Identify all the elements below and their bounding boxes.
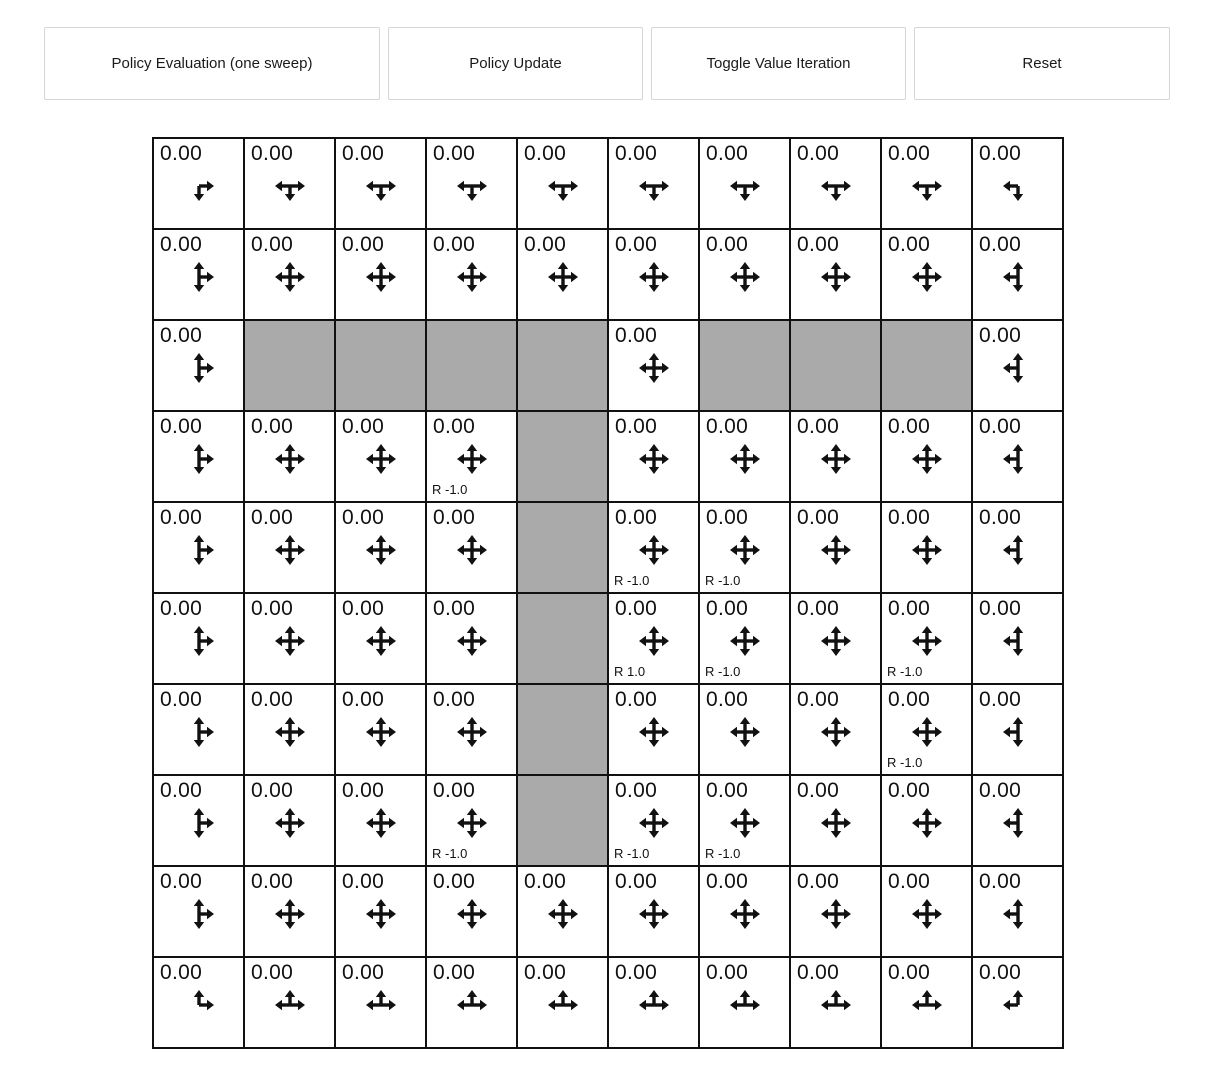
policy-arrows-icon: [727, 805, 763, 841]
grid-cell[interactable]: [153, 684, 244, 775]
cell-value: 0.00: [342, 688, 385, 711]
policy-arrows-icon: [454, 805, 490, 841]
cell-value: 0.00: [433, 870, 476, 893]
grid-cell[interactable]: [790, 593, 881, 684]
cell-value: 0.00: [251, 233, 294, 256]
policy-arrows-icon: [636, 623, 672, 659]
grid-cell[interactable]: [699, 138, 790, 229]
policy-arrows-icon: [181, 168, 217, 204]
policy-arrows-icon: [545, 896, 581, 932]
cell-value: 0.00: [160, 779, 203, 802]
policy-arrows-icon: [1000, 987, 1036, 1023]
policy-arrows-icon: [181, 259, 217, 295]
policy-arrows-icon: [181, 896, 217, 932]
cell-value: 0.00: [251, 506, 294, 529]
policy-arrows-icon: [272, 441, 308, 477]
grid-cell[interactable]: [608, 957, 699, 1048]
policy-arrows-icon: [727, 896, 763, 932]
grid-cell[interactable]: [335, 866, 426, 957]
cell-value: 0.00: [615, 688, 658, 711]
cell-value: 0.00: [888, 142, 931, 165]
grid-cell[interactable]: [881, 957, 972, 1048]
cell-value: 0.00: [342, 233, 385, 256]
grid-cell[interactable]: [608, 229, 699, 320]
cell-value: 0.00: [706, 415, 749, 438]
policy-arrows-icon: [272, 623, 308, 659]
cell-value: 0.00: [797, 142, 840, 165]
grid-cell[interactable]: [972, 593, 1063, 684]
cell-value: 0.00: [706, 233, 749, 256]
grid-cell[interactable]: [608, 502, 699, 593]
cell-value: 0.00: [797, 779, 840, 802]
policy-arrows-icon: [363, 259, 399, 295]
cell-value: 0.00: [706, 779, 749, 802]
policy-arrows-icon: [818, 896, 854, 932]
grid-cell[interactable]: [426, 593, 517, 684]
policy-arrows-icon: [363, 896, 399, 932]
policy-arrows-icon: [909, 441, 945, 477]
cell-value: 0.00: [342, 597, 385, 620]
policy-arrows-icon: [1000, 168, 1036, 204]
cell-value: 0.00: [342, 779, 385, 802]
grid-cell[interactable]: [972, 138, 1063, 229]
grid-cell[interactable]: [972, 411, 1063, 502]
cell-value: 0.00: [342, 506, 385, 529]
grid-cell[interactable]: [153, 138, 244, 229]
grid-cell[interactable]: [153, 957, 244, 1048]
cell-value: 0.00: [433, 142, 476, 165]
grid-cell[interactable]: [244, 138, 335, 229]
policy-arrows-icon: [636, 350, 672, 386]
cell-value: 0.00: [797, 506, 840, 529]
cell-reward: R -1.0: [705, 664, 741, 679]
wall-cell[interactable]: [517, 684, 608, 775]
grid-cell[interactable]: [881, 411, 972, 502]
cell-value: 0.00: [160, 233, 203, 256]
grid-cell[interactable]: [335, 502, 426, 593]
grid-cell[interactable]: [881, 138, 972, 229]
policy-arrows-icon: [1000, 896, 1036, 932]
cell-value: 0.00: [797, 597, 840, 620]
policy-arrows-icon: [454, 987, 490, 1023]
policy-arrows-icon: [181, 987, 217, 1023]
cell-value: 0.00: [251, 779, 294, 802]
wall-cell[interactable]: [699, 320, 790, 411]
cell-value: 0.00: [251, 597, 294, 620]
policy-arrows-icon: [727, 714, 763, 750]
grid-cell[interactable]: [699, 957, 790, 1048]
grid-cell[interactable]: [972, 957, 1063, 1048]
cell-value: 0.00: [160, 597, 203, 620]
cell-reward: R -1.0: [432, 846, 468, 861]
policy-arrows-icon: [818, 168, 854, 204]
grid-cell[interactable]: [790, 775, 881, 866]
grid-cell[interactable]: [426, 957, 517, 1048]
grid-cell[interactable]: [790, 684, 881, 775]
cell-value: 0.00: [797, 870, 840, 893]
wall-cell[interactable]: [335, 320, 426, 411]
grid-cell[interactable]: [608, 866, 699, 957]
cell-value: 0.00: [888, 415, 931, 438]
grid-cell[interactable]: [972, 320, 1063, 411]
policy-arrows-icon: [636, 805, 672, 841]
cell-value: 0.00: [888, 870, 931, 893]
policy-arrows-icon: [454, 896, 490, 932]
cell-reward: R -1.0: [705, 573, 741, 588]
policy-arrows-icon: [727, 441, 763, 477]
policy-arrows-icon: [727, 532, 763, 568]
grid-cell[interactable]: [153, 866, 244, 957]
policy-arrows-icon: [1000, 805, 1036, 841]
policy-arrows-icon: [909, 259, 945, 295]
grid-cell[interactable]: [244, 411, 335, 502]
policy-arrows-icon: [818, 714, 854, 750]
policy-arrows-icon: [272, 805, 308, 841]
cell-value: 0.00: [979, 415, 1022, 438]
policy-arrows-icon: [454, 532, 490, 568]
wall-cell[interactable]: [790, 320, 881, 411]
policy-arrows-icon: [545, 987, 581, 1023]
cell-value: 0.00: [524, 142, 567, 165]
policy-arrows-icon: [1000, 714, 1036, 750]
grid-cell[interactable]: [790, 229, 881, 320]
policy-arrows-icon: [636, 896, 672, 932]
policy-arrows-icon: [363, 714, 399, 750]
grid-cell[interactable]: [244, 684, 335, 775]
grid-cell[interactable]: [335, 411, 426, 502]
grid-cell[interactable]: [153, 775, 244, 866]
cell-value: 0.00: [888, 597, 931, 620]
grid-cell[interactable]: [335, 775, 426, 866]
grid-cell[interactable]: [426, 866, 517, 957]
grid-cell[interactable]: [244, 866, 335, 957]
wall-cell[interactable]: [881, 320, 972, 411]
policy-arrows-icon: [272, 714, 308, 750]
cell-value: 0.00: [615, 597, 658, 620]
policy-arrows-icon: [727, 168, 763, 204]
cell-value: 0.00: [615, 324, 658, 347]
policy-arrows-icon: [181, 441, 217, 477]
policy-arrows-icon: [909, 532, 945, 568]
policy-arrows-icon: [272, 168, 308, 204]
cell-value: 0.00: [615, 961, 658, 984]
grid-cell[interactable]: [608, 320, 699, 411]
wall-cell[interactable]: [517, 775, 608, 866]
grid-cell[interactable]: [244, 229, 335, 320]
cell-value: 0.00: [706, 506, 749, 529]
policy-arrows-icon: [636, 532, 672, 568]
wall-cell[interactable]: [517, 320, 608, 411]
grid-cell[interactable]: [699, 775, 790, 866]
cell-value: 0.00: [706, 142, 749, 165]
grid-cell[interactable]: [244, 775, 335, 866]
toolbar: [44, 27, 1170, 100]
cell-value: 0.00: [433, 688, 476, 711]
cell-value: 0.00: [160, 961, 203, 984]
grid-cell[interactable]: [608, 775, 699, 866]
grid-cell[interactable]: [972, 684, 1063, 775]
grid-cell[interactable]: [517, 229, 608, 320]
grid-cell[interactable]: [881, 593, 972, 684]
policy-arrows-icon: [272, 259, 308, 295]
grid-cell[interactable]: [244, 957, 335, 1048]
grid-cell[interactable]: [972, 502, 1063, 593]
policy-arrows-icon: [363, 623, 399, 659]
policy-arrows-icon: [363, 441, 399, 477]
cell-value: 0.00: [251, 142, 294, 165]
grid-cell[interactable]: [335, 229, 426, 320]
wall-cell[interactable]: [517, 502, 608, 593]
policy-arrows-icon: [909, 714, 945, 750]
cell-value: 0.00: [615, 142, 658, 165]
policy-arrows-icon: [454, 441, 490, 477]
policy-update-button[interactable]: Policy Update: [388, 27, 643, 100]
policy-arrows-icon: [909, 168, 945, 204]
grid-cell[interactable]: [972, 775, 1063, 866]
cell-value: 0.00: [979, 779, 1022, 802]
cell-value: 0.00: [342, 142, 385, 165]
policy-arrows-icon: [818, 805, 854, 841]
cell-reward: R 1.0: [614, 664, 646, 679]
grid-cell[interactable]: [608, 411, 699, 502]
grid-cell[interactable]: [335, 138, 426, 229]
cell-value: 0.00: [160, 688, 203, 711]
cell-value: 0.00: [615, 870, 658, 893]
cell-value: 0.00: [797, 688, 840, 711]
grid-cell[interactable]: [881, 684, 972, 775]
policy-arrows-icon: [1000, 623, 1036, 659]
cell-reward: R -1.0: [705, 846, 741, 861]
grid-cell[interactable]: [153, 320, 244, 411]
policy-arrows-icon: [636, 441, 672, 477]
cell-value: 0.00: [888, 688, 931, 711]
grid-cell[interactable]: [426, 684, 517, 775]
cell-value: 0.00: [797, 961, 840, 984]
grid-cell[interactable]: [153, 593, 244, 684]
policy-arrows-icon: [545, 168, 581, 204]
cell-reward: R -1.0: [887, 755, 923, 770]
policy-arrows-icon: [454, 168, 490, 204]
cell-value: 0.00: [342, 415, 385, 438]
policy-arrows-icon: [909, 896, 945, 932]
cell-value: 0.00: [615, 233, 658, 256]
grid-cell[interactable]: [699, 684, 790, 775]
cell-reward: R -1.0: [614, 573, 650, 588]
policy-arrows-icon: [363, 168, 399, 204]
policy-evaluation-button[interactable]: Policy Evaluation (one sweep): [44, 27, 380, 100]
policy-arrows-icon: [454, 259, 490, 295]
policy-arrows-icon: [818, 441, 854, 477]
policy-arrows-icon: [181, 532, 217, 568]
cell-value: 0.00: [524, 870, 567, 893]
policy-arrows-icon: [909, 987, 945, 1023]
grid-cell[interactable]: [426, 138, 517, 229]
grid-cell[interactable]: [153, 411, 244, 502]
grid-cell[interactable]: [972, 866, 1063, 957]
grid-cell[interactable]: [790, 957, 881, 1048]
grid-cell[interactable]: [426, 502, 517, 593]
cell-value: 0.00: [979, 506, 1022, 529]
grid-cell[interactable]: [426, 411, 517, 502]
cell-value: 0.00: [615, 506, 658, 529]
cell-value: 0.00: [160, 415, 203, 438]
cell-value: 0.00: [797, 415, 840, 438]
grid-cell[interactable]: [426, 229, 517, 320]
policy-arrows-icon: [545, 259, 581, 295]
cell-value: 0.00: [888, 961, 931, 984]
cell-value: 0.00: [433, 506, 476, 529]
grid-cell[interactable]: [244, 593, 335, 684]
grid-cell[interactable]: [881, 775, 972, 866]
policy-arrows-icon: [272, 532, 308, 568]
policy-arrows-icon: [181, 623, 217, 659]
cell-value: 0.00: [979, 961, 1022, 984]
policy-arrows-icon: [727, 623, 763, 659]
cell-value: 0.00: [706, 688, 749, 711]
cell-value: 0.00: [160, 870, 203, 893]
toggle-value-iteration-button[interactable]: Toggle Value Iteration: [651, 27, 906, 100]
policy-arrows-icon: [1000, 441, 1036, 477]
reset-button[interactable]: Reset: [914, 27, 1170, 100]
policy-arrows-icon: [818, 532, 854, 568]
policy-arrows-icon: [363, 805, 399, 841]
cell-value: 0.00: [979, 688, 1022, 711]
cell-value: 0.00: [979, 324, 1022, 347]
policy-arrows-icon: [1000, 259, 1036, 295]
grid-cell[interactable]: [881, 502, 972, 593]
cell-value: 0.00: [433, 961, 476, 984]
grid-cell[interactable]: [517, 866, 608, 957]
cell-value: 0.00: [433, 597, 476, 620]
cell-value: 0.00: [342, 961, 385, 984]
cell-reward: R -1.0: [614, 846, 650, 861]
grid-cell[interactable]: [881, 866, 972, 957]
policy-arrows-icon: [454, 623, 490, 659]
wall-cell[interactable]: [426, 320, 517, 411]
cell-value: 0.00: [251, 415, 294, 438]
grid-cell[interactable]: [153, 229, 244, 320]
policy-arrows-icon: [1000, 350, 1036, 386]
cell-value: 0.00: [433, 233, 476, 256]
cell-reward: R -1.0: [432, 482, 468, 497]
cell-value: 0.00: [706, 870, 749, 893]
grid-cell[interactable]: [699, 866, 790, 957]
grid-cell[interactable]: [335, 957, 426, 1048]
cell-value: 0.00: [160, 506, 203, 529]
policy-arrows-icon: [181, 350, 217, 386]
cell-value: 0.00: [342, 870, 385, 893]
grid-cell[interactable]: [244, 502, 335, 593]
cell-value: 0.00: [979, 233, 1022, 256]
grid-cell[interactable]: [699, 502, 790, 593]
wall-cell[interactable]: [244, 320, 335, 411]
cell-value: 0.00: [433, 779, 476, 802]
policy-arrows-icon: [636, 714, 672, 750]
policy-arrows-icon: [909, 805, 945, 841]
policy-arrows-icon: [181, 714, 217, 750]
cell-value: 0.00: [979, 597, 1022, 620]
cell-value: 0.00: [797, 233, 840, 256]
grid-cell[interactable]: [790, 502, 881, 593]
cell-value: 0.00: [251, 870, 294, 893]
cell-value: 0.00: [524, 961, 567, 984]
policy-arrows-icon: [181, 805, 217, 841]
grid-cell[interactable]: [790, 866, 881, 957]
cell-value: 0.00: [160, 142, 203, 165]
grid-cell[interactable]: [608, 593, 699, 684]
policy-arrows-icon: [272, 896, 308, 932]
cell-value: 0.00: [979, 870, 1022, 893]
cell-value: 0.00: [615, 779, 658, 802]
grid-cell[interactable]: [608, 138, 699, 229]
grid-cell[interactable]: [517, 957, 608, 1048]
grid-cell[interactable]: [153, 502, 244, 593]
grid-cell[interactable]: [881, 229, 972, 320]
cell-reward: R -1.0: [887, 664, 923, 679]
cell-value: 0.00: [251, 961, 294, 984]
cell-value: 0.00: [251, 688, 294, 711]
cell-value: 0.00: [888, 506, 931, 529]
wall-cell[interactable]: [517, 411, 608, 502]
grid-cell[interactable]: [608, 684, 699, 775]
grid-cell[interactable]: [517, 138, 608, 229]
policy-arrows-icon: [818, 623, 854, 659]
grid-cell[interactable]: [699, 229, 790, 320]
policy-arrows-icon: [363, 532, 399, 568]
policy-arrows-icon: [818, 259, 854, 295]
policy-arrows-icon: [727, 259, 763, 295]
cell-value: 0.00: [433, 415, 476, 438]
cell-value: 0.00: [979, 142, 1022, 165]
policy-arrows-icon: [636, 259, 672, 295]
policy-arrows-icon: [1000, 532, 1036, 568]
grid-cell[interactable]: [335, 593, 426, 684]
grid-cell[interactable]: [972, 229, 1063, 320]
cell-value: 0.00: [160, 324, 203, 347]
grid-cell[interactable]: [335, 684, 426, 775]
policy-arrows-icon: [636, 168, 672, 204]
gridworld: [152, 137, 1064, 1049]
cell-value: 0.00: [615, 415, 658, 438]
wall-cell[interactable]: [517, 593, 608, 684]
policy-arrows-icon: [363, 987, 399, 1023]
cell-value: 0.00: [706, 597, 749, 620]
grid-cell[interactable]: [790, 138, 881, 229]
cell-value: 0.00: [524, 233, 567, 256]
cell-value: 0.00: [888, 233, 931, 256]
policy-arrows-icon: [818, 987, 854, 1023]
policy-arrows-icon: [909, 623, 945, 659]
grid-cell[interactable]: [790, 411, 881, 502]
cell-value: 0.00: [888, 779, 931, 802]
grid-cell[interactable]: [699, 411, 790, 502]
policy-arrows-icon: [454, 714, 490, 750]
policy-arrows-icon: [272, 987, 308, 1023]
policy-arrows-icon: [727, 987, 763, 1023]
policy-arrows-icon: [636, 987, 672, 1023]
cell-value: 0.00: [706, 961, 749, 984]
grid-cell[interactable]: [699, 593, 790, 684]
grid-cell[interactable]: [426, 775, 517, 866]
